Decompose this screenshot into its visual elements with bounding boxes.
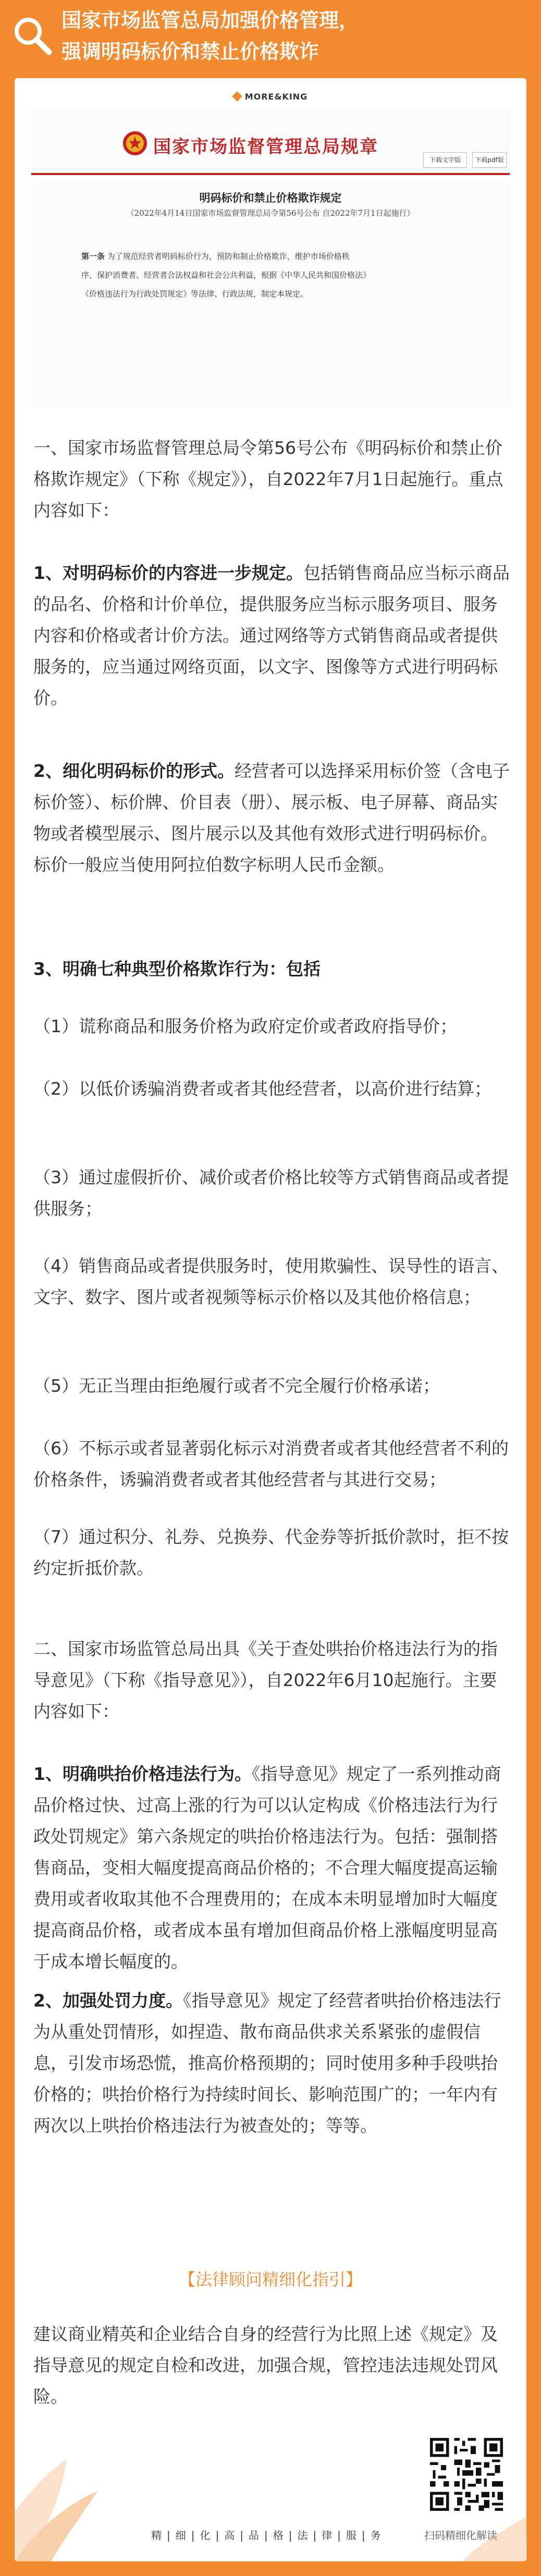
- list-item: （1）谎称商品和服务价格为政府定价或者政府指导价；: [33, 1016, 457, 1036]
- part-2-intro: 二、国家市场监管总局出具《关于查处哄抬价格违法行为的指导意见》（下称《指导意见》），自2022年6月10起施行。主要内容如下：: [33, 1639, 498, 1722]
- brand-name: MORE&KING: [244, 92, 308, 102]
- list-item: （4）销售商品或者提供服务时，使用欺骗性、误导性的语言、文字、数字、图片或者视频等标示价格以及其他价格信息；: [33, 1256, 509, 1307]
- national-emblem-icon: [122, 130, 148, 156]
- qr-code-icon[interactable]: [427, 2435, 506, 2513]
- regulation-article-1: [81, 247, 467, 303]
- list-item: （3）通过虚假折价、减价或者价格比较等方式销售商品或者提供服务；: [33, 1167, 509, 1219]
- regulation-title: 明码标价和禁止价格欺诈规定: [199, 191, 342, 204]
- article-text-1: 为了规范经营者明码标价行为，预防和制止价格欺诈，维护市场价格秩: [105, 252, 350, 261]
- search-icon: [11, 15, 53, 56]
- agency-title: 国家市场监督管理总局规章: [153, 137, 378, 157]
- intro-paragraph: 一、国家市场监督管理总局令第56号公布《明码标价和禁止价格欺诈规定》（下称《规定》），自2022年7月1日起施行。重点内容如下：: [33, 438, 503, 521]
- qr-caption: 扫码精细化解读: [424, 2529, 497, 2542]
- download-pdf-button[interactable]: 下载pdf版: [472, 152, 507, 168]
- advice-paragraph: 建议商业精英和企业结合自身的经营行为比照上述《规定》及指导意见的规定自检和改进，加强合规，管控违法违规处罚风险。: [33, 2324, 498, 2407]
- section-3-heading: 3、明确七种典型价格欺诈行为：包括: [33, 959, 321, 979]
- section-2-text: 经营者可以选择采用标价签（含电子标价签）、标价牌、价目表（册）、展示板、电子屏幕、商品实物或者模型展示、图片展示以及其他有效形式进行明码标价。标价一般应当使用阿拉伯数字标明人民币金额。: [33, 761, 510, 875]
- article-text-3: 《价格违法行为行政处罚规定》等法律、行政法规，制定本规定。: [81, 289, 309, 299]
- list-item: （2）以低价诱骗消费者或者其他经营者，以高价进行结算；: [33, 1079, 491, 1099]
- section-4-paragraph: [33, 1758, 510, 1977]
- section-2-paragraph: [33, 756, 510, 881]
- brand-logo: [15, 92, 526, 102]
- article-number: 第一条: [81, 252, 105, 261]
- section-5-text: 《指导意见》规定了经营者哄抬价格违法行为从重处罚情形，如捏造、散布商品供求关系紧张的虚假信息，引发市场恐慌，推高价格预期的；同时使用多种手段哄抬价格的；哄抬价格行为持续时间长、影响范围广的；一年内有两次以上哄抬价格违法行为被查处的；等等。: [33, 1990, 501, 2136]
- header-banner: [0, 0, 541, 73]
- page-title-line-1: 国家市场监管总局加强价格管理，: [62, 9, 359, 32]
- brand-mark-icon: [232, 91, 242, 102]
- section-4-heading: 1、明确哄抬价格违法行为。: [33, 1764, 252, 1784]
- section-2-heading: 2、细化明码标价的形式。: [33, 761, 235, 781]
- list-item: （5）无正当理由拒绝履行或者不完全履行价格承诺；: [33, 1376, 440, 1396]
- regulation-subtitle: （2022年4月14日国家市场监督管理总局令第56号公布 自2022年7月1日起施行）: [126, 208, 415, 218]
- regulation-screenshot: [31, 109, 510, 407]
- section-5-heading: 2、加强处罚力度。: [33, 1990, 183, 2011]
- regulation-header: [31, 109, 510, 175]
- list-item: （7）通过积分、礼券、兑换券、代金券等折抵价款时，拒不按约定折抵价款。: [33, 1527, 509, 1578]
- section-5-paragraph: [33, 1985, 510, 2141]
- section-1-paragraph: [33, 558, 510, 714]
- download-word-button[interactable]: 下载文字版: [423, 152, 467, 168]
- list-item: （6）不标示或者显著弱化标示对消费者或者其他经营者不利的价格条件，诱骗消费者或者其他经营者与其进行交易；: [33, 1438, 509, 1490]
- footer-slogan: 精|细|化|高|品|格|法|律|服|务: [151, 2529, 386, 2542]
- section-1-text: 包括销售商品应当标示商品的品名、价格和计价单位，提供服务应当标示服务项目、服务内容和价格或者计价方法。通过网络等方式销售商品或者提供服务的，应当通过网络页面，以文字、图像等方式进行明码标价。: [33, 563, 510, 708]
- page-title-line-2: 强调明码标价和禁止价格欺诈: [62, 40, 319, 63]
- section-1-heading: 1、对明码标价的内容进一步规定。: [33, 563, 303, 583]
- section-4-text: 《指导意见》规定了一系列推动商品价格过快、过高上涨的行为可以认定构成《价格违法行为行政处罚规定》第六条规定的哄抬价格违法行为。包括：强制搭售商品，变相大幅度提高商品价格的；不合理大幅度提高运输费用或者收取其他不合理费用的；在成本未明显增加时大幅度提高商品价格，或者成本虽有增加但商品价格上涨幅度明显高于成本增长幅度的。: [33, 1764, 501, 1972]
- article-card: [15, 78, 526, 2561]
- tip-title: 【法律顾问精细化指引】: [178, 2270, 362, 2289]
- article-text-2: 序，保护消费者、经营者合法权益和社会公共利益，根据《中华人民共和国价格法》: [81, 270, 371, 280]
